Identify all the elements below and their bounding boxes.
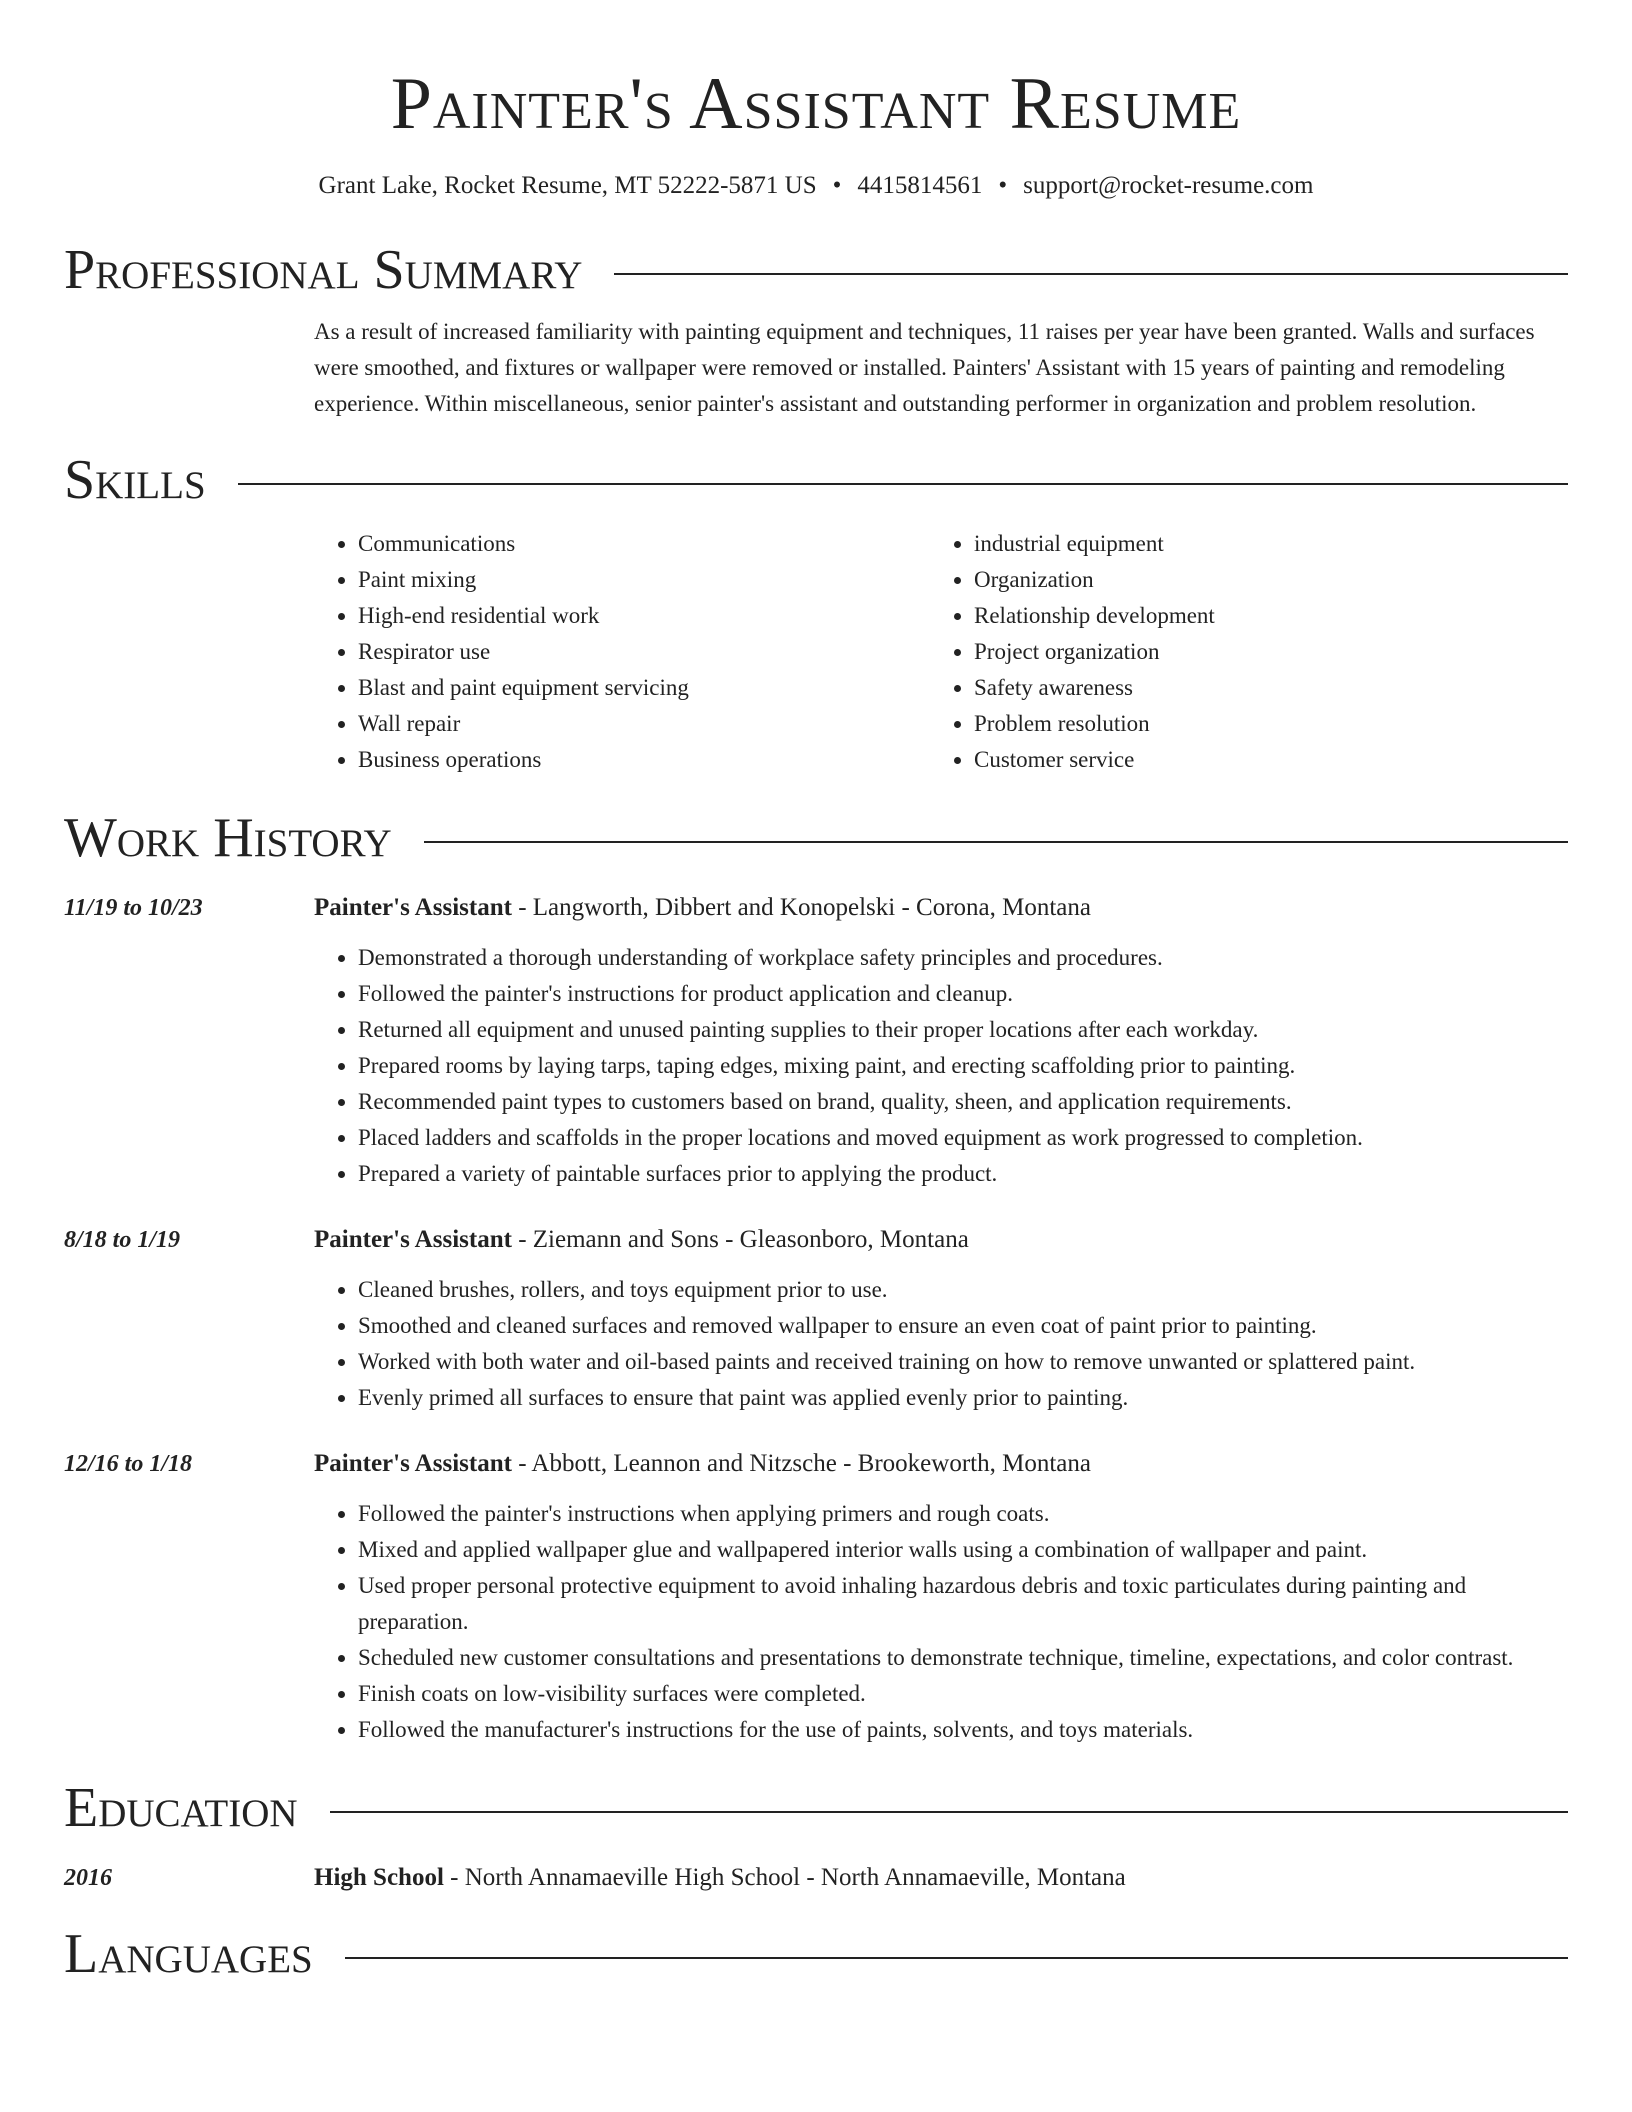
job-bullet: • Placed ladders and scaffolds in the proper locations and moved equipment as work progressed to completion.	[358, 1120, 1568, 1156]
job-employer: - Abbott, Leannon and Nitzsche - Brookeworth, Montana	[511, 1450, 1091, 1477]
professional-summary-section	[64, 238, 1568, 422]
skill-item: • Respirator use	[358, 634, 930, 670]
job-body	[314, 1446, 1568, 1748]
skill-item: • Problem resolution	[974, 706, 1546, 742]
skill-item: • Paint mixing	[358, 562, 930, 598]
skill-item: • Communications	[358, 526, 930, 562]
section-divider	[614, 273, 1568, 275]
job-bullet: • Followed the manufacturer's instructions for the use of paints, solvents, and toys materials.	[358, 1712, 1568, 1748]
job-dates: 8/18 to 1/19	[64, 1227, 181, 1253]
job-bullet: • Followed the painter's instructions when applying primers and rough coats.	[358, 1496, 1568, 1532]
job-title: Painter's Assistant	[314, 894, 512, 921]
section-divider	[238, 483, 1568, 485]
job-bullet: • Mixed and applied wallpaper glue and wallpapered interior walls using a combination of wallpaper and paint.	[358, 1532, 1568, 1568]
job-headline	[314, 1222, 1568, 1258]
contact-separator: •	[998, 172, 1008, 199]
job-body	[314, 890, 1568, 1192]
section-header	[64, 448, 1568, 512]
section-title-summary: Professional Summary	[64, 239, 583, 301]
job-employer: - Langworth, Dibbert and Konopelski - Corona, Montana	[511, 894, 1091, 921]
section-header	[64, 1922, 1568, 1986]
skill-item: • Wall repair	[358, 706, 930, 742]
skill-item: • Project organization	[974, 634, 1546, 670]
skills-section	[64, 448, 1568, 778]
contact-email: support@rocket-resume.com	[1023, 172, 1314, 199]
job-headline	[314, 1446, 1568, 1482]
work-history-section	[64, 806, 1568, 1748]
job-bullet: • Finish coats on low-visibility surfaces were completed.	[358, 1676, 1568, 1712]
skill-item: • industrial equipment	[974, 526, 1546, 562]
job-bullet: • Cleaned brushes, rollers, and toys equipment prior to use.	[358, 1272, 1568, 1308]
contact-phone: 4415814561	[857, 172, 983, 199]
section-title-languages: Languages	[64, 1923, 313, 1985]
skill-item: • Relationship development	[974, 598, 1546, 634]
job-bullet: • Evenly primed all surfaces to ensure that paint was applied evenly prior to painting.	[358, 1380, 1568, 1416]
skill-item: • Blast and paint equipment servicing	[358, 670, 930, 706]
job-bullet: • Recommended paint types to customers based on brand, quality, sheen, and application requirements.	[358, 1084, 1568, 1120]
job-body	[314, 1222, 1568, 1416]
languages-section	[64, 1922, 1568, 1986]
skill-item: • Business operations	[358, 742, 930, 778]
job-bullet: • Prepared rooms by laying tarps, taping edges, mixing paint, and erecting scaffolding prior to painting.	[358, 1048, 1568, 1084]
job-entry	[64, 890, 1568, 1192]
job-bullet: • Returned all equipment and unused painting supplies to their proper locations after each workday.	[358, 1012, 1568, 1048]
section-divider	[330, 1811, 1568, 1813]
job-entry	[64, 1222, 1568, 1416]
contact-separator: •	[832, 172, 842, 199]
job-bullet: • Scheduled new customer consultations and presentations to demonstrate technique, timeline, expectations, and color contrast.	[358, 1640, 1568, 1676]
education-headline	[314, 1860, 1568, 1896]
section-header	[64, 806, 1568, 870]
section-title-education: Education	[64, 1777, 298, 1839]
job-headline	[314, 890, 1568, 926]
job-title: Painter's Assistant	[314, 1450, 512, 1477]
job-bullet: • Used proper personal protective equipment to avoid inhaling hazardous debris and toxic particulates during painting and preparation.	[358, 1568, 1568, 1640]
job-entry	[64, 1446, 1568, 1748]
job-dates: 11/19 to 10/23	[64, 895, 203, 921]
job-bullet: • Followed the painter's instructions for product application and cleanup.	[358, 976, 1568, 1012]
education-date: 2016	[64, 1865, 112, 1891]
skills-grid	[314, 526, 1568, 778]
section-header	[64, 1776, 1568, 1840]
job-dates: 12/16 to 1/18	[64, 1451, 193, 1477]
skills-list-left	[314, 526, 930, 778]
job-bullets	[314, 940, 1568, 1192]
skills-list-right	[930, 526, 1546, 778]
resume-title: Painter's Assistant Resume	[390, 63, 1242, 145]
job-bullet: • Smoothed and cleaned surfaces and removed wallpaper to ensure an even coat of paint prior to painting.	[358, 1308, 1568, 1344]
skill-item: • Safety awareness	[974, 670, 1546, 706]
job-employer: - Ziemann and Sons - Gleasonboro, Montana	[511, 1226, 969, 1253]
contact-address: Grant Lake, Rocket Resume, MT 52222-5871 US	[318, 172, 817, 199]
education-school: - North Annamaeville High School - North Annamaeville, Montana	[443, 1864, 1126, 1891]
section-header	[64, 238, 1568, 302]
job-bullet: • Prepared a variety of paintable surfaces prior to applying the product.	[358, 1156, 1568, 1192]
job-bullet: • Worked with both water and oil-based paints and received training on how to remove unwanted or splattered paint.	[358, 1344, 1568, 1380]
education-section	[64, 1776, 1568, 1896]
education-entry	[64, 1860, 1568, 1896]
section-divider	[345, 1957, 1568, 1959]
job-title: Painter's Assistant	[314, 1226, 512, 1253]
education-list	[64, 1860, 1568, 1896]
education-body	[314, 1860, 1568, 1896]
skill-item: • Organization	[974, 562, 1546, 598]
job-bullets	[314, 1272, 1568, 1416]
section-title-skills: Skills	[64, 449, 206, 511]
job-list	[64, 890, 1568, 1748]
section-divider	[424, 841, 1568, 843]
skill-item: • Customer service	[974, 742, 1546, 778]
job-bullets	[314, 1496, 1568, 1748]
section-title-work-history: Work History	[64, 807, 392, 869]
education-degree: High School	[314, 1864, 444, 1891]
job-bullet: • Demonstrated a thorough understanding of workplace safety principles and procedures.	[358, 940, 1568, 976]
skill-item: • High-end residential work	[358, 598, 930, 634]
summary-text: As a result of increased familiarity with painting equipment and techniques, 11 raises per year have been granted. Walls and surfaces were smoothed, and fixtures or wallpaper were removed or installed. Painters' Assistant with 15 years of painting and remodeling experience. Within miscellaneous, senior painter's assistant and outstanding performer in organization and problem resolution.	[314, 319, 1535, 416]
contact-line	[64, 170, 1568, 202]
